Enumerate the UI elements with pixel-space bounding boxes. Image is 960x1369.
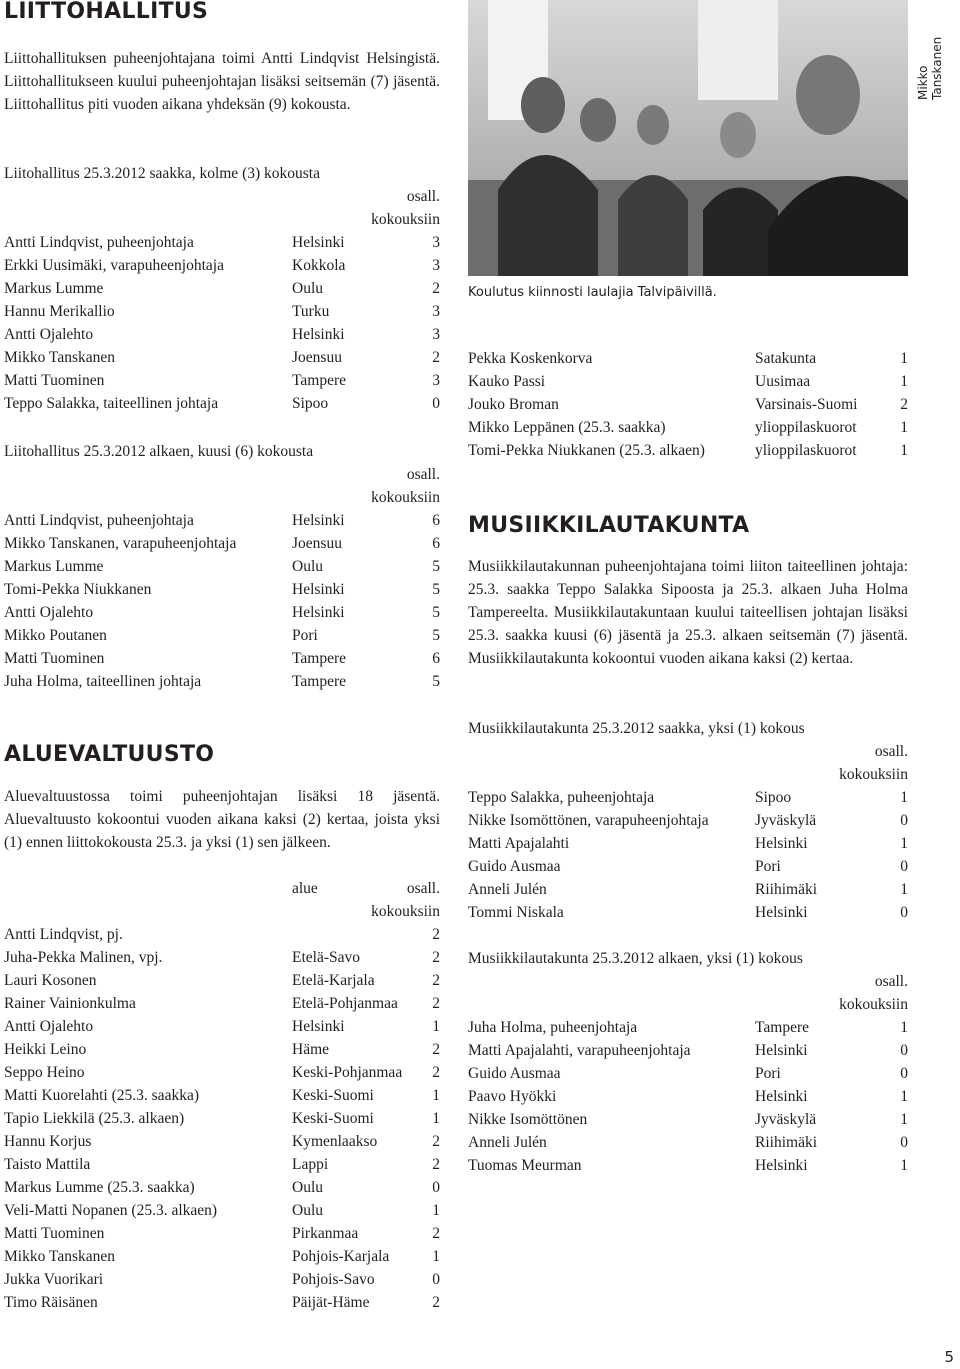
table-row xyxy=(4,254,440,277)
table-row xyxy=(4,532,440,555)
member-city: Helsinki xyxy=(292,234,345,251)
member-name: Matti Tuominen xyxy=(4,1225,105,1242)
attendance-count: 1 xyxy=(432,1087,440,1104)
table-row xyxy=(4,601,440,624)
liittohallitus-heading: LIITTOHALLITUS xyxy=(4,0,209,24)
member-region: Keski-Suomi xyxy=(292,1110,374,1127)
aluevaltuusto-table xyxy=(4,877,440,1314)
member-city: Helsinki xyxy=(755,1157,808,1174)
attendance-count: 1 xyxy=(900,419,908,436)
attendance-count: 6 xyxy=(432,535,440,552)
member-name: Erkki Uusimäki, varapuheenjohtaja xyxy=(4,257,224,274)
audience-photo-illustration xyxy=(468,0,908,276)
liittohallitus-table-1 xyxy=(4,162,440,415)
musiikkilautakunta-heading: MUSIIKKILAUTAKUNTA xyxy=(468,513,750,538)
member-region: ylioppilaskuorot xyxy=(755,419,857,436)
attendance-count: 2 xyxy=(900,396,908,413)
table-title: Musiikkilautakunta 25.3.2012 saakka, yksi (1) kokous xyxy=(468,720,805,737)
member-name: Pekka Koskenkorva xyxy=(468,350,593,367)
column-header-osall: osall. xyxy=(406,466,440,483)
member-city: Kokkola xyxy=(292,257,346,274)
aluevaltuusto-intro: Aluevaltuustossa toimi puheenjohtajan lisäksi 18 jäsentä. Aluevaltuusto kokoontui vuoden aikana kaksi (2) kertaa, joista yksi (1) ennen liittokokousta 25.3. ja yksi (1) sen jälkeen. xyxy=(4,788,440,851)
member-name: Mikko Tanskanen xyxy=(4,1248,115,1265)
table-row xyxy=(4,647,440,670)
member-region: Häme xyxy=(292,1041,330,1058)
attendance-count: 2 xyxy=(432,1041,440,1058)
attendance-count: 1 xyxy=(900,835,908,852)
member-name: Nikke Isomöttönen, varapuheenjohtaja xyxy=(468,812,709,829)
member-name: Hannu Merikallio xyxy=(4,303,115,320)
member-region: Varsinais-Suomi xyxy=(755,396,858,413)
table-row xyxy=(4,1222,440,1245)
attendance-count: 5 xyxy=(432,627,440,644)
member-name: Mikko Poutanen xyxy=(4,627,107,644)
column-header-kokouksiin: kokouksiin xyxy=(839,996,908,1013)
table-row xyxy=(4,1015,440,1038)
table-row xyxy=(4,969,440,992)
table-row xyxy=(4,1291,440,1314)
table-row xyxy=(4,369,440,392)
table-title: Liitohallitus 25.3.2012 saakka, kolme (3) kokousta xyxy=(4,165,320,182)
attendance-count: 3 xyxy=(432,303,440,320)
table-row xyxy=(468,416,908,439)
member-name: Kauko Passi xyxy=(468,373,546,390)
column-header-osall: osall. xyxy=(874,743,908,760)
table-row xyxy=(468,878,908,901)
member-name: Tomi-Pekka Niukkanen xyxy=(4,581,152,598)
member-name: Nikke Isomöttönen xyxy=(468,1111,588,1128)
member-city: Tampere xyxy=(755,1019,809,1036)
member-city: Tampere xyxy=(292,673,346,690)
table-row xyxy=(4,578,440,601)
attendance-count: 0 xyxy=(432,395,440,412)
member-name: Jouko Broman xyxy=(468,396,559,413)
member-name: Guido Ausmaa xyxy=(468,858,561,875)
member-region: Päijät-Häme xyxy=(292,1294,370,1311)
member-city: Joensuu xyxy=(292,349,342,366)
member-name: Timo Räisänen xyxy=(4,1294,98,1311)
table-row xyxy=(468,393,908,416)
member-name: Rainer Vainionkulma xyxy=(4,995,136,1012)
table-row xyxy=(4,1268,440,1291)
member-name: Antti Lindqvist, puheenjohtaja xyxy=(4,234,194,251)
member-city: Joensuu xyxy=(292,535,342,552)
member-city: Helsinki xyxy=(755,835,808,852)
member-region: Oulu xyxy=(292,1202,323,1219)
table-row xyxy=(4,1199,440,1222)
attendance-count: 2 xyxy=(432,995,440,1012)
column-header-osall: osall. xyxy=(406,880,440,897)
member-name: Antti Lindqvist, puheenjohtaja xyxy=(4,512,194,529)
attendance-count: 1 xyxy=(900,373,908,390)
member-name: Anneli Julén xyxy=(468,881,547,898)
member-name: Paavo Hyökki xyxy=(468,1088,557,1105)
member-name: Teppo Salakka, puheenjohtaja xyxy=(468,789,655,806)
member-city: Helsinki xyxy=(292,581,345,598)
column-header-alue: alue xyxy=(292,880,318,897)
attendance-count: 5 xyxy=(432,604,440,621)
table-row xyxy=(4,1107,440,1130)
table-row xyxy=(468,786,908,809)
member-name: Tommi Niskala xyxy=(468,904,564,921)
member-region: Kymenlaakso xyxy=(292,1133,378,1150)
member-name: Lauri Kosonen xyxy=(4,972,97,989)
member-region: Etelä-Savo xyxy=(292,949,361,966)
table-row xyxy=(4,555,440,578)
table-row xyxy=(468,1039,908,1062)
member-name: Juha-Pekka Malinen, vpj. xyxy=(4,949,163,966)
table-row xyxy=(4,300,440,323)
table-row xyxy=(4,323,440,346)
table-row xyxy=(4,1245,440,1268)
member-region: Satakunta xyxy=(755,350,817,367)
attendance-count: 0 xyxy=(900,858,908,875)
member-name: Juha Holma, taiteellinen johtaja xyxy=(4,673,202,690)
table-row xyxy=(4,1084,440,1107)
table-row xyxy=(468,1108,908,1131)
attendance-count: 3 xyxy=(432,372,440,389)
table-row xyxy=(468,347,908,370)
member-city: Sipoo xyxy=(292,395,329,412)
member-name: Matti Apajalahti xyxy=(468,835,570,852)
member-city: Tampere xyxy=(292,372,346,389)
attendance-count: 0 xyxy=(900,1042,908,1059)
attendance-count: 2 xyxy=(432,280,440,297)
member-name: Matti Apajalahti, varapuheenjohtaja xyxy=(468,1042,691,1059)
member-region: Pohjois-Savo xyxy=(292,1271,375,1288)
attendance-count: 0 xyxy=(432,1179,440,1196)
member-name: Seppo Heino xyxy=(4,1064,85,1081)
table-title: Musiikkilautakunta 25.3.2012 alkaen, yksi (1) kokous xyxy=(468,950,803,967)
attendance-count: 1 xyxy=(900,881,908,898)
member-name: Markus Lumme (25.3. saakka) xyxy=(4,1179,195,1196)
photo-caption: Koulutus kiinnosti laulajia Talvipäivillä. xyxy=(468,285,717,300)
member-name: Heikki Leino xyxy=(4,1041,87,1058)
column-header-kokouksiin: kokouksiin xyxy=(839,766,908,783)
member-region: Etelä-Pohjanmaa xyxy=(292,995,398,1012)
column-header-kokouksiin: kokouksiin xyxy=(371,903,440,920)
member-name: Veli-Matti Nopanen (25.3. alkaen) xyxy=(4,1202,218,1219)
member-name: Antti Lindqvist, pj. xyxy=(4,926,123,943)
member-name: Tuomas Meurman xyxy=(468,1157,582,1174)
member-name: Tomi-Pekka Niukkanen (25.3. alkaen) xyxy=(468,442,705,459)
table-row xyxy=(4,1176,440,1199)
table-row xyxy=(4,1038,440,1061)
attendance-count: 0 xyxy=(432,1271,440,1288)
table-row xyxy=(4,624,440,647)
attendance-count: 2 xyxy=(432,1294,440,1311)
attendance-count: 0 xyxy=(900,812,908,829)
member-city: Helsinki xyxy=(755,904,808,921)
column-header-osall: osall. xyxy=(874,973,908,990)
attendance-count: 6 xyxy=(432,512,440,529)
member-name: Taisto Mattila xyxy=(4,1156,91,1173)
table-row xyxy=(468,370,908,393)
member-name: Antti Ojalehto xyxy=(4,604,94,621)
member-rows xyxy=(4,231,440,415)
aluevaltuusto-header xyxy=(4,877,440,923)
attendance-count: 2 xyxy=(432,1156,440,1173)
member-region: Etelä-Karjala xyxy=(292,972,375,989)
attendance-count: 2 xyxy=(432,1064,440,1081)
member-city: Pori xyxy=(292,627,318,644)
attendance-count: 1 xyxy=(432,1202,440,1219)
member-region: Pirkanmaa xyxy=(292,1225,359,1242)
member-city: Oulu xyxy=(292,558,323,575)
member-city: Helsinki xyxy=(292,326,345,343)
attendance-count: 5 xyxy=(432,558,440,575)
attendance-count: 5 xyxy=(432,581,440,598)
member-city: Helsinki xyxy=(755,1088,808,1105)
member-city: Jyväskylä xyxy=(755,812,817,829)
table-row xyxy=(4,923,440,946)
member-city: Riihimäki xyxy=(755,1134,817,1151)
member-name: Tapio Liekkilä (25.3. alkaen) xyxy=(4,1110,185,1127)
member-name: Teppo Salakka, taiteellinen johtaja xyxy=(4,395,219,412)
member-name: Matti Tuominen xyxy=(4,372,105,389)
table-row xyxy=(468,1085,908,1108)
column-header-kokouksiin: kokouksiin xyxy=(371,489,440,506)
attendance-count: 0 xyxy=(900,1134,908,1151)
table-row xyxy=(468,1154,908,1177)
member-city: Oulu xyxy=(292,280,323,297)
table-row xyxy=(4,231,440,254)
member-name: Antti Ojalehto xyxy=(4,326,94,343)
member-region: Lappi xyxy=(292,1156,329,1173)
member-rows xyxy=(4,923,440,1314)
member-name: Guido Ausmaa xyxy=(468,1065,561,1082)
member-city: Sipoo xyxy=(755,789,792,806)
member-rows xyxy=(4,509,440,693)
attendance-count: 6 xyxy=(432,650,440,667)
table-row xyxy=(4,1061,440,1084)
member-city: Pori xyxy=(755,1065,781,1082)
member-name: Matti Kuorelahti (25.3. saakka) xyxy=(4,1087,199,1104)
attendance-count: 3 xyxy=(432,326,440,343)
liittohallitus-intro: Liittohallituksen puheenjohtajana toimi Antti Lindqvist Helsingistä. Liittohallitukseen kuului puheenjohtajan lisäksi seitsemän (7) jäsentä. Liittohallitus piti vuoden aikana yhdeksän (9) kokousta. xyxy=(4,50,440,113)
table-row xyxy=(468,809,908,832)
attendance-count: 0 xyxy=(900,904,908,921)
table-row xyxy=(4,1130,440,1153)
attendance-count: 1 xyxy=(900,1111,908,1128)
table-row xyxy=(468,855,908,878)
table-row xyxy=(468,832,908,855)
attendance-count: 2 xyxy=(432,349,440,366)
attendance-count: 0 xyxy=(900,1065,908,1082)
attendance-count: 1 xyxy=(900,442,908,459)
attendance-count: 3 xyxy=(432,257,440,274)
attendance-count: 5 xyxy=(432,673,440,690)
member-region: Helsinki xyxy=(292,1018,345,1035)
member-city: Tampere xyxy=(292,650,346,667)
table-row xyxy=(468,1062,908,1085)
attendance-count: 1 xyxy=(900,1088,908,1105)
table-row xyxy=(4,509,440,532)
member-rows xyxy=(468,786,908,924)
member-name: Juha Holma, puheenjohtaja xyxy=(468,1019,638,1036)
member-region: Uusimaa xyxy=(755,373,811,390)
musiikkilautakunta-table-1 xyxy=(468,717,908,924)
table-row xyxy=(4,670,440,693)
member-name: Mikko Tanskanen xyxy=(4,349,115,366)
column-header-kokouksiin: kokouksiin xyxy=(371,211,440,228)
aluevaltuusto-heading: ALUEVALTUUSTO xyxy=(4,742,215,767)
table-row xyxy=(4,346,440,369)
member-name: Anneli Julén xyxy=(468,1134,547,1151)
member-name: Markus Lumme xyxy=(4,558,104,575)
table-row xyxy=(4,992,440,1015)
member-region: Keski-Suomi xyxy=(292,1087,374,1104)
member-city: Turku xyxy=(292,303,330,320)
member-region: Pohjois-Karjala xyxy=(292,1248,390,1265)
member-name: Markus Lumme xyxy=(4,280,104,297)
attendance-count: 2 xyxy=(432,926,440,943)
table-row xyxy=(468,1131,908,1154)
member-region: ylioppilaskuorot xyxy=(755,442,857,459)
table-row xyxy=(4,392,440,415)
attendance-count: 1 xyxy=(432,1018,440,1035)
attendance-count: 1 xyxy=(432,1110,440,1127)
attendance-count: 2 xyxy=(432,1225,440,1242)
attendance-count: 1 xyxy=(900,1157,908,1174)
member-name: Hannu Korjus xyxy=(4,1133,92,1150)
table-row xyxy=(4,277,440,300)
member-city: Pori xyxy=(755,858,781,875)
member-rows xyxy=(468,1016,908,1177)
page-number: 5 xyxy=(944,1348,954,1366)
member-rows xyxy=(468,347,908,462)
member-name: Mikko Leppänen (25.3. saakka) xyxy=(468,419,666,436)
attendance-count: 1 xyxy=(432,1248,440,1265)
member-name: Mikko Tanskanen, varapuheenjohtaja xyxy=(4,535,237,552)
table-row xyxy=(468,439,908,462)
attendance-count: 1 xyxy=(900,350,908,367)
member-city: Helsinki xyxy=(292,604,345,621)
musiikkilautakunta-intro: Musiikkilautakunnan puheenjohtajana toimi liiton taiteellinen johtaja: 25.3. saakka Teppo Salakka Sipoosta ja 25.3. alkaen Juha Holma Tampereelta. Musiikkilautakuntaan kuului taiteellisen johtajan lisäksi 25.3. saakka kuusi (6) jäsentä ja 25.3. alkaen seitsemän (7) jäsentä. Musiikkilautakunta kokoontui vuoden aikana kaksi (2) kertaa. xyxy=(468,558,908,667)
table-title: Liitohallitus 25.3.2012 alkaen, kuusi (6) kokousta xyxy=(4,443,314,460)
attendance-count: 1 xyxy=(900,1019,908,1036)
member-name: Jukka Vuorikari xyxy=(4,1271,104,1288)
musiikkilautakunta-table-2 xyxy=(468,947,908,1177)
table-row xyxy=(468,901,908,924)
member-name: Antti Ojalehto xyxy=(4,1018,94,1035)
table-row xyxy=(4,1153,440,1176)
member-city: Riihimäki xyxy=(755,881,817,898)
aluevaltuusto-continued xyxy=(468,347,908,462)
liittohallitus-table-2 xyxy=(4,440,440,693)
column-header-osall: osall. xyxy=(406,188,440,205)
table-row xyxy=(468,1016,908,1039)
member-region: Keski-Pohjanmaa xyxy=(292,1064,403,1081)
member-name: Matti Tuominen xyxy=(4,650,105,667)
member-city: Helsinki xyxy=(292,512,345,529)
member-city: Helsinki xyxy=(755,1042,808,1059)
attendance-count: 1 xyxy=(900,789,908,806)
attendance-count: 2 xyxy=(432,949,440,966)
member-city: Jyväskylä xyxy=(755,1111,817,1128)
seminar-photo xyxy=(468,0,908,276)
attendance-count: 3 xyxy=(432,234,440,251)
attendance-count: 2 xyxy=(432,1133,440,1150)
attendance-count: 2 xyxy=(432,972,440,989)
table-row xyxy=(4,946,440,969)
member-region: Oulu xyxy=(292,1179,323,1196)
photo-credit: Mikko Tanskanen xyxy=(916,36,944,100)
